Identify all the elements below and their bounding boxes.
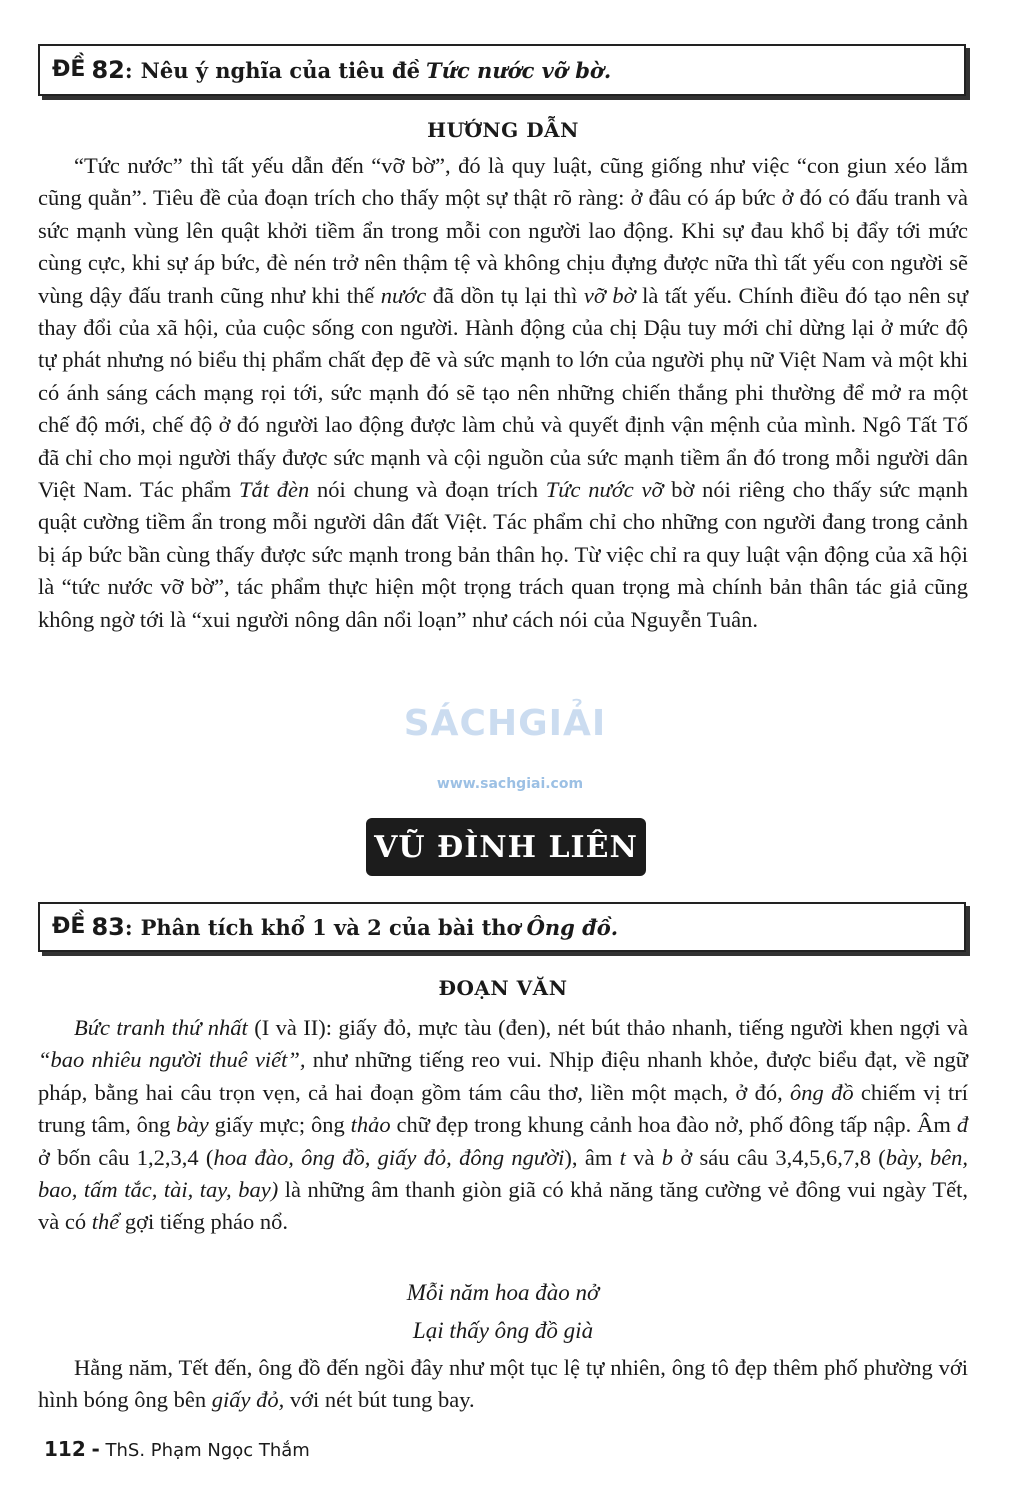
question-82-box: ĐỀ 82 : Nêu ý nghĩa của tiêu đề Tức nước vỡ bờ. (38, 44, 966, 96)
question-label: ĐỀ (52, 914, 86, 939)
author-banner: VŨ ĐÌNH LIÊN (366, 818, 646, 876)
question-prompt: Nêu ý nghĩa của tiêu đề (140, 57, 421, 83)
page-number: 112 (44, 1437, 86, 1461)
question-number: 83 (91, 913, 125, 941)
verse-line-2: Lại thấy ông đồ già (412, 1318, 594, 1343)
page-footer (44, 1437, 310, 1461)
footer-separator: - (91, 1437, 100, 1461)
watermark-url: www.sachgiai.com (436, 776, 584, 792)
question-label: ĐỀ (52, 57, 86, 82)
section-heading-paragraph: ĐOẠN VĂN (438, 976, 568, 1000)
footer-author: ThS. Phạm Ngọc Thắm (105, 1440, 310, 1461)
answer-83-paragraph-2: Hằng năm, Tết đến, ông đồ đến ngồi đây như một tục lệ tự nhiên, ông tô đẹp thêm phố phường với hình bóng ông bên giấy đỏ, với nét bút tung bay. (38, 1355, 968, 1413)
question-prompt: Phân tích khổ 1 và 2 của bài thơ (140, 914, 521, 940)
question-title: Tức nước vỡ bờ. (426, 57, 612, 83)
question-83-box: ĐỀ 83 : Phân tích khổ 1 và 2 của bài thơ Ông đồ. (38, 902, 966, 952)
answer-82-paragraph: “Tức nước” thì tất yếu dẫn đến “vỡ bờ”, đó là quy luật, cũng giống như việc “con giun xéo lắm cũng quằn”. Tiêu đề của đoạn trích cho thấy một sự thật rõ ràng: ở đâu có áp bức ở đó có đấu tranh và sức mạnh vùng lên quật khởi tiềm ẩn trong mỗi con người lao động. Khi sự đau khổ bị đẩy tới mức cùng cực, khi sự áp bức, đè nén trở nên thậm tệ và không chịu đựng được nữa thì tất yếu con người sẽ vùng dậy đấu tranh cũng như khi thế nước đã dồn tụ lại thì vỡ bờ là tất yếu. Chính điều đó tạo nên sự thay đổi của xã hội, của cuộc sống con người. Hành động của chị Dậu tuy mới chỉ dừng lại ở mức độ tự phát nhưng nó biểu thị phẩm chất đẹp đẽ và sức mạnh to lớn của người phụ nữ Việt Nam và một khi có ánh sáng cách mạng rọi tới, sức mạnh đó sẽ tạo nên những chiến thắng phi thường để mở ra một chế độ mới, chế độ ở đó người lao động được làm chủ và quyết định vận mệnh của mình. Ngô Tất Tố đã chỉ cho mọi người thấy được sức mạnh và cội nguồn của sức mạnh tiềm ẩn đó trong mỗi người dân Việt Nam. Tác phẩm Tắt đèn nói chung và đoạn trích Tức nước vỡ bờ nói riêng cho thấy sức mạnh quật cường tiềm ẩn trong mỗi người dân đất Việt. Tác phẩm chỉ cho những con người đang trong cảnh bị áp bức bần cùng thấy được sức mạnh trong bản thân họ. Từ việc chỉ ra quy luật vận động của xã hội là “tức nước vỡ bờ”, tác phẩm thực hiện một trọng trách quan trọng mà chính bản thân tác giả cũng không ngờ tới là “xui người nông dân nổi loạn” như cách nói của Nguyễn Tuân. (38, 153, 969, 632)
answer-83-paragraph-1: Bức tranh thứ nhất (I và II): giấy đỏ, mực tàu (đen), nét bút thảo nhanh, tiếng người khen ngợi và “bao nhiêu người thuê viết”, như những tiếng reo vui. Nhịp điệu nhanh khỏe, được biểu đạt, về ngữ pháp, bằng hai câu trọn vẹn, cả hai đoạn gồm tám câu thơ, liền một mạch, ở đó, ông đồ chiếm vị trí trung tâm, ông bày giấy mực; ông thảo chữ đẹp trong khung cảnh hoa đào nở, phố đông tấp nập. Âm đ ở bốn câu 1,2,3,4 (hoa đào, ông đồ, giấy đỏ, đông người), âm t và b ở sáu câu 3,4,5,6,7,8 (bày, bên, bao, tấm tắc, tài, tay, bay) là những âm thanh giòn giã có khả năng tăng cường vẻ đông vui ngày Tết, và có thể gợi tiếng pháo nổ. (38, 1015, 969, 1235)
watermark-logo: SÁCHGIẢI (403, 702, 607, 744)
verse-line-1: Mỗi năm hoa đào nở (406, 1280, 600, 1305)
question-title: Ông đồ. (526, 914, 619, 940)
question-number: 82 (91, 56, 125, 84)
section-heading-guide: HƯỚNG DẪN (427, 118, 579, 142)
